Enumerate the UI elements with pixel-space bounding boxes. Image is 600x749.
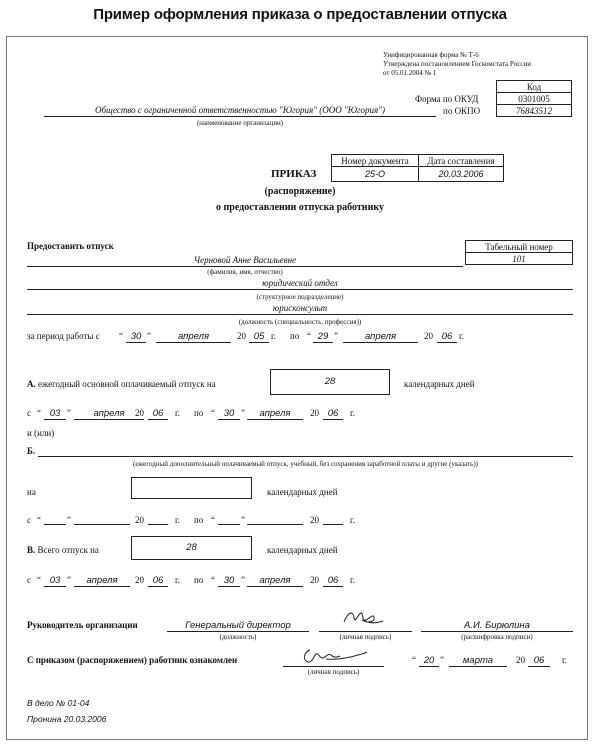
- employee-name-caption: (фамилия, имя, отчество): [207, 268, 283, 276]
- to-label: по: [194, 515, 204, 525]
- organization-name: Общество с ограниченной ответственностью "Югория" (ООО "Югория"): [44, 105, 436, 117]
- and-or-label: и (или): [27, 428, 55, 438]
- year-prefix: 20: [237, 331, 246, 341]
- acquainted-year: 06: [528, 655, 550, 667]
- order-number-header: Номер документа: [332, 155, 419, 167]
- year-suffix: г.: [459, 331, 464, 341]
- organization-caption: (наименование организации): [196, 119, 284, 127]
- year-prefix: 20: [135, 408, 144, 418]
- head-position-caption: (должность): [219, 633, 257, 641]
- section-a-to-day: 30: [218, 408, 240, 420]
- tab-number-table: [465, 240, 573, 265]
- section-v-text: Всего отпуск на: [37, 545, 99, 555]
- quote-open: “: [211, 515, 215, 525]
- quote-close: ”: [440, 655, 444, 665]
- quote-close: ”: [67, 575, 71, 585]
- employee-sign-caption: (личная подпись): [307, 668, 360, 676]
- employee-department-caption: (структурное подразделение): [256, 293, 344, 301]
- codes-header: Код: [497, 81, 572, 93]
- form-info-2: Утверждена постановлением Госкомстата России: [383, 60, 531, 68]
- section-a-from-year: 06: [148, 408, 168, 420]
- okpo-label: по ОКПО: [443, 106, 481, 116]
- quote-close: ”: [67, 408, 71, 418]
- employee-department: юридический отдел: [27, 278, 573, 290]
- section-b-caption: (ежегодный дополнительный оплачиваемый отпуск, учебный, без сохранения заработной платы и другие (указать)): [132, 460, 479, 468]
- section-b-from-month: [74, 524, 130, 525]
- okpo-code: 76843512: [497, 105, 572, 117]
- section-v-to-year: 06: [323, 575, 343, 587]
- quote-close: ”: [241, 408, 245, 418]
- year-suffix: г.: [271, 331, 276, 341]
- section-a-from-day: 03: [44, 408, 66, 420]
- order-number: 25-О: [332, 167, 419, 182]
- year-prefix: 20: [310, 408, 319, 418]
- acquainted-month: марта: [449, 655, 507, 667]
- section-b-na-label: на: [27, 487, 36, 497]
- filed-note: Пронина 20.03.2006: [27, 714, 107, 724]
- section-v-days: 28: [131, 536, 252, 560]
- order-title: ПРИКАЗ: [271, 168, 317, 180]
- period-from-day: 30: [126, 331, 146, 343]
- quote-open: “: [37, 408, 41, 418]
- period-label: за период работы с: [27, 331, 100, 341]
- order-date-header: Дата составления: [419, 155, 504, 167]
- order-date: 20.03.2006: [419, 167, 504, 182]
- period-to-label: по: [290, 331, 300, 341]
- section-v-from-day: 03: [44, 575, 66, 587]
- section-a-days-label: календарных дней: [404, 379, 475, 389]
- quote-close: ”: [67, 515, 71, 525]
- page-heading: Пример оформления приказа о предоставлении отпуска: [93, 6, 507, 23]
- section-b-to-year: [323, 524, 343, 525]
- section-b-line: [38, 456, 573, 457]
- section-v-from-month: апреля: [74, 575, 130, 587]
- period-from-year: 05: [249, 331, 269, 343]
- year-suffix: г.: [350, 408, 355, 418]
- quote-open: “: [412, 655, 416, 665]
- quote-close: ”: [241, 515, 245, 525]
- employee-name: Черновой Анне Васильевне: [27, 255, 463, 267]
- head-signature-icon: [340, 608, 385, 632]
- section-a-text: ежегодный основной оплачиваемый отпуск на: [38, 379, 216, 389]
- okud-label: Форма по ОКУД: [415, 94, 479, 104]
- quote-open: “: [119, 331, 123, 341]
- head-name: А.И. Бирюлина: [421, 620, 573, 632]
- period-from-month: апреля: [156, 331, 231, 343]
- quote-open: “: [37, 575, 41, 585]
- section-b-label: Б.: [27, 446, 36, 456]
- from-label: с: [27, 408, 31, 418]
- section-v-to-month: апреля: [247, 575, 303, 587]
- year-suffix: г.: [175, 575, 180, 585]
- year-prefix: 20: [310, 575, 319, 585]
- tab-number-header: Табельный номер: [466, 241, 573, 253]
- employee-signature-icon: [296, 644, 368, 668]
- section-b-days: [131, 477, 252, 499]
- codes-table: [496, 80, 572, 117]
- employee-position-caption: (должность (специальность, профессия)): [238, 318, 362, 326]
- from-label: с: [27, 575, 31, 585]
- section-v-label: В.: [27, 545, 36, 555]
- order-subtitle-1: (распоряжение): [264, 186, 336, 197]
- year-suffix: г.: [562, 655, 567, 665]
- section-b-to-day: [218, 524, 240, 525]
- employee-position: юрисконсульт: [27, 303, 573, 315]
- year-suffix: г.: [350, 575, 355, 585]
- order-subtitle-2: о предоставлении отпуска работнику: [216, 202, 384, 213]
- year-suffix: г.: [175, 515, 180, 525]
- tab-number: 101: [466, 253, 573, 265]
- section-a-from-month: апреля: [74, 408, 144, 420]
- section-b-to-month: [247, 524, 303, 525]
- section-v-from-year: 06: [148, 575, 168, 587]
- year-prefix: 20: [135, 515, 144, 525]
- okud-code: 0301005: [497, 93, 572, 105]
- head-name-caption: (расшифровка подписи): [461, 633, 533, 641]
- year-suffix: г.: [175, 408, 180, 418]
- year-prefix: 20: [424, 331, 433, 341]
- head-position: Генеральный директор: [167, 620, 309, 632]
- section-v-days-label: календарных дней: [267, 545, 338, 555]
- to-label: по: [194, 575, 204, 585]
- section-a-label: А.: [27, 379, 36, 389]
- quote-open: “: [211, 408, 215, 418]
- form-info-1: Унифицированная форма № Т-6: [383, 51, 479, 59]
- year-prefix: 20: [135, 575, 144, 585]
- section-b-days-label: календарных дней: [267, 487, 338, 497]
- head-sign-caption: (личная подпись): [339, 633, 392, 641]
- section-a-to-year: 06: [323, 408, 343, 420]
- quote-close: ”: [241, 575, 245, 585]
- year-prefix: 20: [310, 515, 319, 525]
- quote-close: ”: [147, 331, 151, 341]
- quote-open: “: [37, 515, 41, 525]
- head-label: Руководитель организации: [27, 620, 138, 630]
- period-to-day: 29: [313, 331, 333, 343]
- section-v-to-day: 30: [218, 575, 240, 587]
- form-info-3: от 05.01.2004 № 1: [383, 69, 437, 77]
- section-a-to-month: апреля: [247, 408, 303, 420]
- section-b-from-day: [44, 524, 66, 525]
- quote-close: ”: [334, 331, 338, 341]
- to-label: по: [194, 408, 204, 418]
- period-to-year: 06: [437, 331, 457, 343]
- from-label: с: [27, 515, 31, 525]
- section-a-days: 28: [270, 369, 390, 395]
- file-note: В дело № 01-04: [27, 698, 90, 708]
- order-number-table: [331, 154, 504, 182]
- year-prefix: 20: [516, 655, 525, 665]
- section-b-from-year: [148, 524, 168, 525]
- quote-open: “: [307, 331, 311, 341]
- acquainted-label: С приказом (распоряжением) работник ознакомлен: [27, 655, 238, 665]
- acquainted-day: 20: [419, 655, 439, 667]
- quote-open: “: [211, 575, 215, 585]
- year-suffix: г.: [350, 515, 355, 525]
- period-to-month: апреля: [343, 331, 418, 343]
- grant-label: Предоставить отпуск: [27, 241, 114, 251]
